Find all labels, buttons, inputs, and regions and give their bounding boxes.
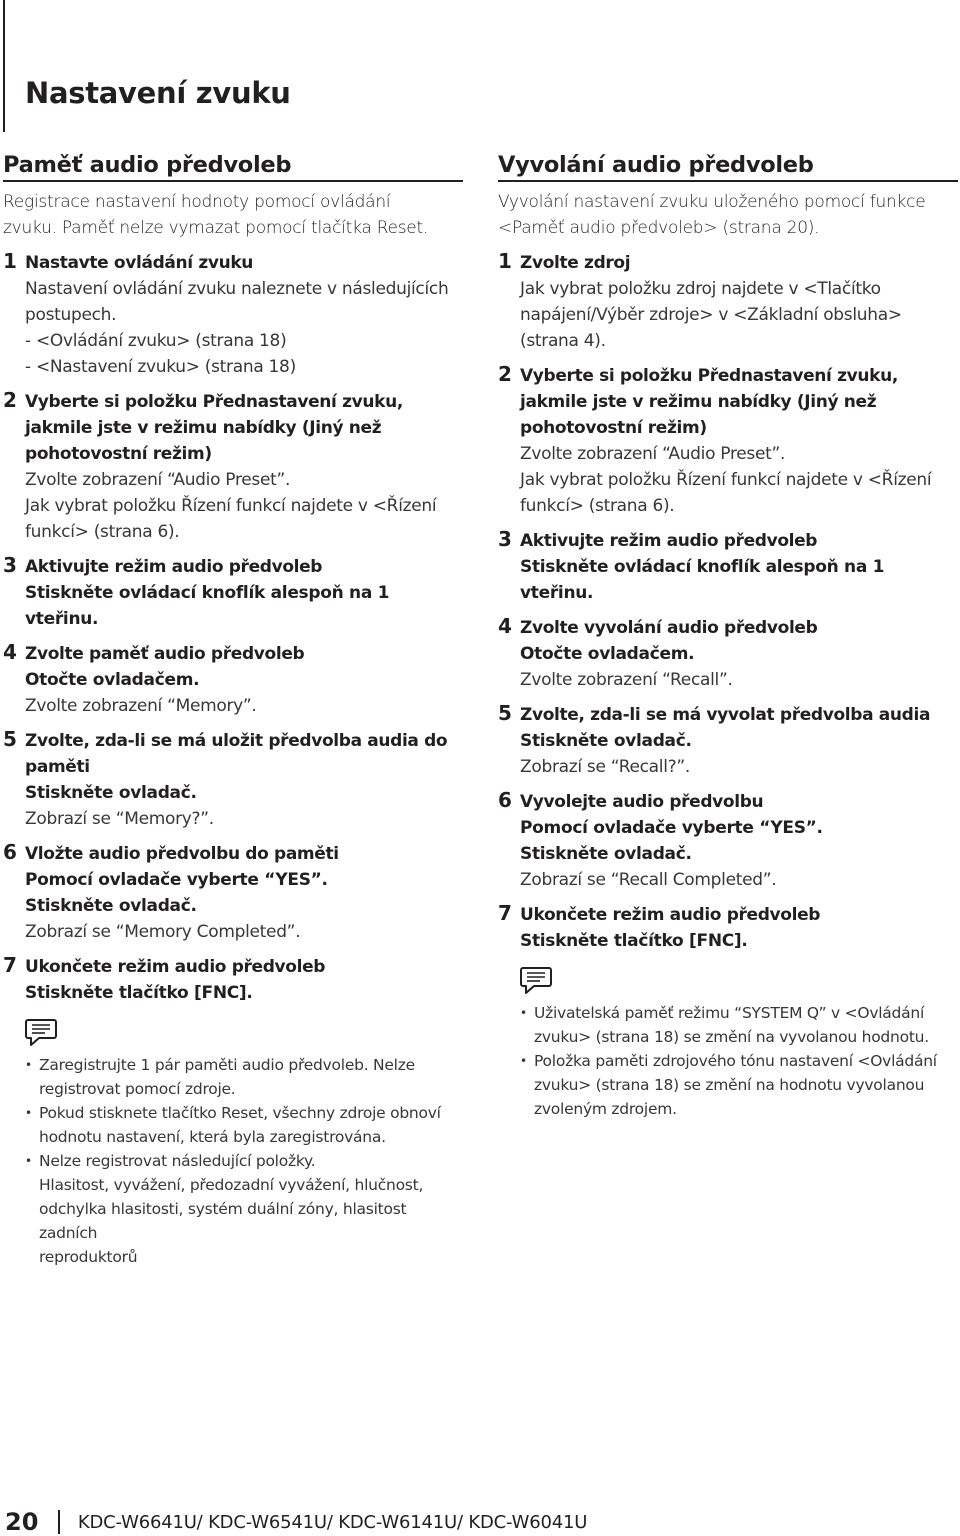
note-line: zvuku> (strana 18) se změní na hodnotu vyvolanou <box>534 1076 925 1094</box>
step-text: - <Nastavení zvuku> (strana 18) <box>25 357 296 377</box>
step-title: Zvolte zdroj <box>520 253 631 273</box>
step-number: 6 <box>3 840 17 864</box>
notes-list <box>498 1001 958 1121</box>
step-text: (strana 4). <box>520 331 606 351</box>
note-line: • Nelze registrovat následující položky. <box>39 1152 316 1170</box>
page-number: 20 <box>5 1508 39 1536</box>
step-title: Aktivujte režim audio předvoleb <box>520 531 818 551</box>
step-action: Stiskněte ovladač. <box>520 731 692 751</box>
step-number: 5 <box>498 701 512 725</box>
note-line: registrovat pomocí zdroje. <box>39 1080 236 1098</box>
step-title: pohotovostní režim) <box>25 444 212 464</box>
step-item <box>498 702 958 780</box>
step-title: paměti <box>25 757 90 777</box>
step-number: 3 <box>3 553 17 577</box>
step-text: Nastavení ovládání zvuku naleznete v následujících <box>25 279 449 299</box>
step-text: Zobrazí se “Recall Completed”. <box>520 870 777 890</box>
step-action: Stiskněte ovladač. <box>25 896 197 916</box>
note-line: • Uživatelská paměť režimu “SYSTEM Q” v <Ovládání <box>534 1004 925 1022</box>
note-item <box>25 1101 463 1149</box>
step-text: Zobrazí se “Recall?”. <box>520 757 690 777</box>
step-title: Ukončete režim audio předvoleb <box>520 905 821 925</box>
note-line: • Položka paměti zdrojového tónu nastavení <Ovládání <box>534 1052 937 1070</box>
step-action: Stiskněte ovládací knoflík alespoň na 1 vteřinu. <box>25 583 390 629</box>
step-item <box>3 841 463 945</box>
step-number: 2 <box>3 388 17 412</box>
note-line: zvoleným zdrojem. <box>534 1100 677 1118</box>
step-number: 7 <box>3 953 17 977</box>
step-text: Zobrazí se “Memory Completed”. <box>25 922 301 942</box>
step-title: Ukončete režim audio předvoleb <box>25 957 326 977</box>
step-item <box>498 902 958 954</box>
step-title: pohotovostní režim) <box>520 418 707 438</box>
step-title: Aktivujte režim audio předvoleb <box>25 557 323 577</box>
step-list <box>3 250 463 1006</box>
step-title: Zvolte vyvolání audio předvoleb <box>520 618 818 638</box>
step-number: 7 <box>498 901 512 925</box>
note-line: • Zaregistrujte 1 pár paměti audio předvoleb. Nelze <box>39 1056 415 1074</box>
step-action: Stiskněte tlačítko [FNC]. <box>520 931 748 951</box>
step-item <box>3 389 463 545</box>
step-action: Otočte ovladačem. <box>520 644 695 664</box>
step-item <box>3 250 463 380</box>
step-text: funkcí> (strana 6). <box>25 522 180 542</box>
step-number: 5 <box>3 727 17 751</box>
step-title: Zvolte, zda-li se má vyvolat předvolba audia <box>520 705 931 725</box>
step-item <box>3 954 463 1006</box>
note-line: reproduktorů <box>39 1248 138 1266</box>
note-item <box>520 1049 958 1121</box>
step-title: Zvolte paměť audio předvoleb <box>25 644 305 664</box>
step-item <box>498 250 958 354</box>
note-item <box>25 1053 463 1101</box>
footer-divider <box>58 1510 60 1534</box>
step-text: postupech. <box>25 305 117 325</box>
step-text: napájení/Výběr zdroje> v <Základní obsluha> <box>520 305 902 325</box>
step-number: 4 <box>498 614 512 638</box>
step-title: Zvolte, zda-li se má uložit předvolba audia do <box>25 731 448 751</box>
step-action: Stiskněte tlačítko [FNC]. <box>25 983 253 1003</box>
note-icon <box>520 966 552 995</box>
step-number: 3 <box>498 527 512 551</box>
page-title: Nastavení zvuku <box>25 76 291 110</box>
section-intro <box>498 189 958 241</box>
note-line: hodnotu nastavení, která byla zaregistrována. <box>39 1128 386 1146</box>
note-icon <box>25 1018 57 1047</box>
step-text: Zvolte zobrazení “Recall”. <box>520 670 733 690</box>
step-item <box>3 728 463 832</box>
step-title: Nastavte ovládání zvuku <box>25 253 254 273</box>
intro-line: Vyvolání nastavení zvuku uloženého pomocí funkce <box>498 192 926 212</box>
step-item <box>498 615 958 693</box>
note-item <box>520 1001 958 1049</box>
step-item <box>3 641 463 719</box>
section-heading: Vyvolání audio předvoleb <box>498 152 958 182</box>
page-footer <box>5 1508 587 1536</box>
margin-rule <box>3 0 5 132</box>
step-action: Otočte ovladačem. <box>25 670 200 690</box>
step-text: Jak vybrat položku Řízení funkcí najdete v <Řízení <box>520 470 932 490</box>
step-title: Vyberte si položku Přednastavení zvuku, <box>520 366 898 386</box>
step-text: Zobrazí se “Memory?”. <box>25 809 214 829</box>
intro-line: <Paměť audio předvoleb> (strana 20). <box>498 218 820 238</box>
note-line: • Pokud stisknete tlačítko Reset, všechny zdroje obnoví <box>39 1104 441 1122</box>
step-title: Vyvolejte audio předvolbu <box>520 792 764 812</box>
step-text: - <Ovládání zvuku> (strana 18) <box>25 331 287 351</box>
step-number: 2 <box>498 362 512 386</box>
intro-line: Registrace nastavení hodnoty pomocí ovládání <box>3 192 391 212</box>
step-text: Zvolte zobrazení “Audio Preset”. <box>520 444 786 464</box>
step-text: Jak vybrat položku Řízení funkcí najdete v <Řízení <box>25 496 437 516</box>
step-text: funkcí> (strana 6). <box>520 496 675 516</box>
note-line: zvuku> (strana 18) se změní na vyvolanou hodnotu. <box>534 1028 929 1046</box>
step-number: 1 <box>3 249 17 273</box>
model-list: KDC-W6641U/ KDC-W6541U/ KDC-W6141U/ KDC-W6041U <box>77 1511 588 1533</box>
section-preset-recall <box>498 152 958 1121</box>
step-title: Vložte audio předvolbu do paměti <box>25 844 339 864</box>
step-number: 4 <box>3 640 17 664</box>
step-action: Pomocí ovladače vyberte “YES”. <box>25 870 328 890</box>
note-item <box>25 1149 463 1269</box>
step-item <box>498 363 958 519</box>
step-action: Pomocí ovladače vyberte “YES”. <box>520 818 823 838</box>
step-item <box>498 528 958 606</box>
notes-list <box>3 1053 463 1269</box>
note-line: Hlasitost, vyvážení, předozadní vyvážení, hlučnost, <box>39 1176 424 1194</box>
step-action: Stiskněte ovládací knoflík alespoň na 1 vteřinu. <box>520 557 885 603</box>
section-heading: Paměť audio předvoleb <box>3 152 463 182</box>
section-preset-memory <box>3 152 463 1269</box>
step-title: jakmile jste v režimu nabídky (Jiný než <box>520 392 877 412</box>
step-number: 6 <box>498 788 512 812</box>
step-item <box>498 789 958 893</box>
step-number: 1 <box>498 249 512 273</box>
note-line: odchylka hlasitosti, systém duální zóny, hlasitost zadních <box>39 1200 407 1242</box>
step-action: Stiskněte ovladač. <box>25 783 197 803</box>
step-list <box>498 250 958 954</box>
step-text: Zvolte zobrazení “Audio Preset”. <box>25 470 291 490</box>
section-intro <box>3 189 463 241</box>
step-title: jakmile jste v režimu nabídky (Jiný než <box>25 418 382 438</box>
intro-line: zvuku. Paměť nelze vymazat pomocí tlačítka Reset. <box>3 218 429 238</box>
step-item <box>3 554 463 632</box>
step-action: Stiskněte ovladač. <box>520 844 692 864</box>
step-text: Jak vybrat položku zdroj najdete v <Tlačítko <box>520 279 881 299</box>
step-title: Vyberte si položku Přednastavení zvuku, <box>25 392 403 412</box>
step-text: Zvolte zobrazení “Memory”. <box>25 696 257 716</box>
